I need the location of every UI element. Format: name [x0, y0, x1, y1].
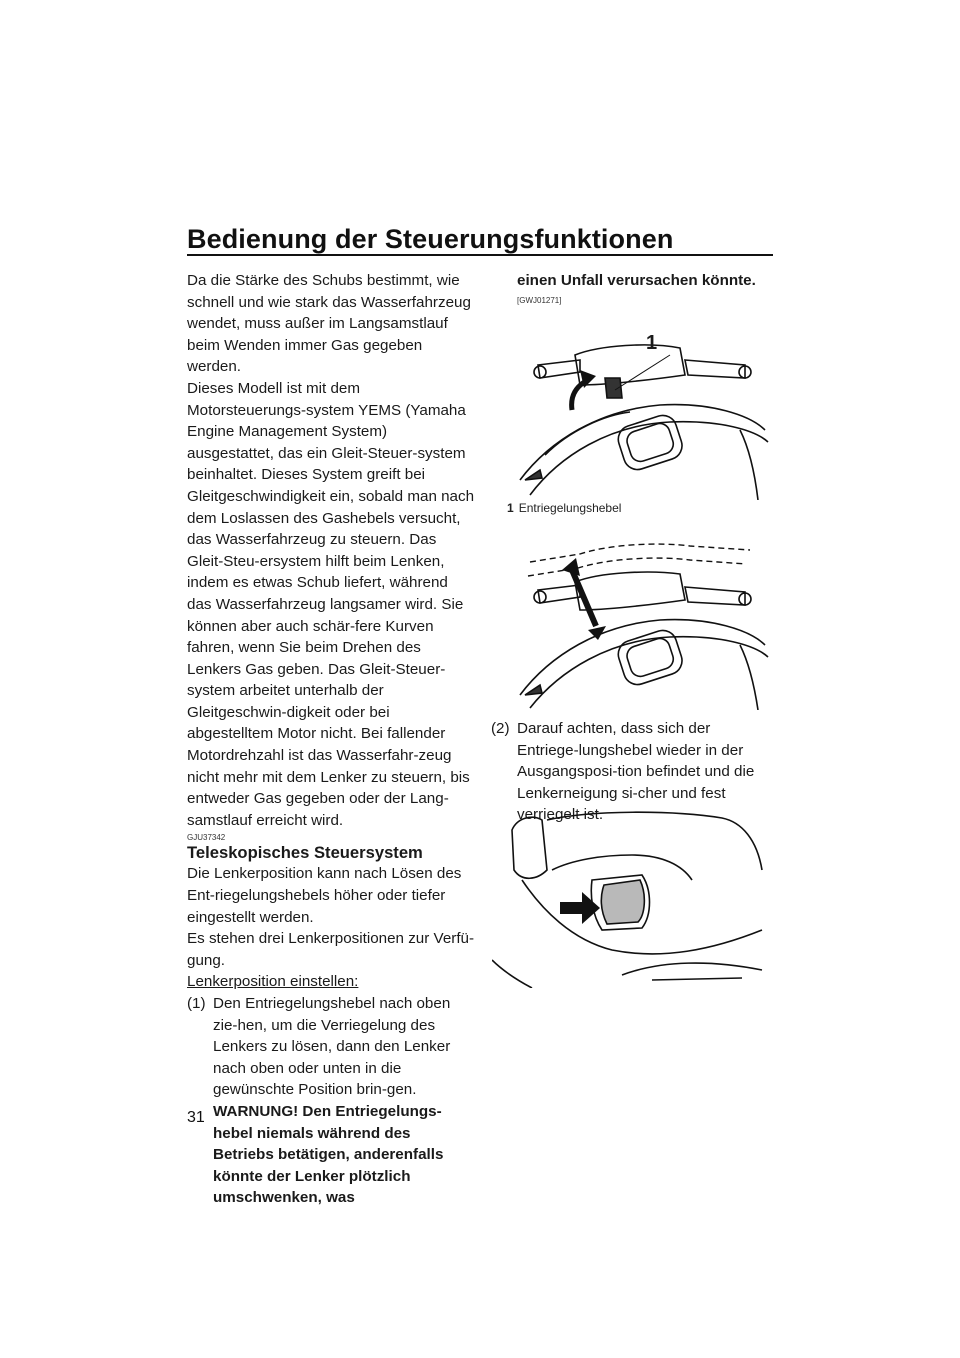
page-number: 31: [187, 1109, 205, 1126]
step-2-number: (2): [491, 720, 510, 737]
figure-handlebar-positions: [510, 540, 770, 710]
title-divider: [187, 254, 773, 256]
figure-1-callout: 1: [646, 332, 658, 354]
paragraph-yems: Dieses Modell ist mit dem Motorsteuerungs-system YEMS (Yamaha Engine Management System) ausgestattet, das ein Gleit-Steuer-system beinhaltet. Dieses System greift bei Gleitgeschwindigkeit ein, sobald man nach dem Loslassen des Gashebels versucht, das Wasserfahrzeug zu steuern. Das Gleit-Steu-ersystem hilft beim Lenken, indem es etwas Schub liefert, während das Wasserfahrzeug langsamer wird. Sie können aber auch schär-fere Kurven fahren, wenn Sie beim Drehen des Lenkers Gas geben. Das Gleit-Steuer-system arbeitet unterhalb der Gleitgeschwin-digkeit oder bei abgestelltem Motor nicht. Bei fallender Motordrehzahl ist das Wasserfahr-zeug nicht mehr mit dem Lenker zu steuern, bis entweder Gas gegeben oder der Lang-samstlauf erreicht wird.: [187, 379, 475, 829]
caption-number: 1: [507, 501, 514, 515]
paragraph-positions: Es stehen drei Lenkerpositionen zur Verfü-gung.: [187, 930, 475, 969]
step-1-text: Den Entriegelungshebel nach oben zie-hen, um die Verriegelung des Lenkers zu lösen, dann den Lenker nach oben oder unten in die gewünschte Position brin-gen.: [213, 995, 451, 1099]
caption-text: Entriegelungshebel: [518, 501, 622, 515]
section-code: GJU37342: [187, 833, 226, 843]
page-title: Bedienung der Steuerungsfunktionen: [187, 224, 674, 254]
figure-lever-closeup: [492, 810, 774, 988]
step-2-text: Darauf achten, dass sich der Entriege-lungshebel wieder in der Ausgangsposi-tion befindet und die Lenkerneigung si-cher und fest verriegelt ist.: [517, 720, 755, 824]
paragraph-adjust: Die Lenkerposition kann nach Lösen des Ent-riegelungshebels höher oder tiefer eingestellt werden.: [187, 865, 462, 926]
warning-code: [GWJ01271]: [517, 295, 562, 305]
step-1-number: (1): [187, 995, 206, 1012]
paragraph-thrust: Da die Stärke des Schubs bestimmt, wie schnell und wie stark das Wasserfahrzeug wendet, muss außer im Langsamstlauf beim Wenden immer Gas gegeben werden.: [187, 272, 471, 376]
handlebar-illustration-1: [510, 330, 770, 500]
handlebar-illustration-2: [510, 540, 770, 710]
figure-release-lever: [510, 330, 770, 500]
left-column: [187, 270, 475, 1209]
step-1: [187, 993, 475, 1209]
right-column: [491, 270, 776, 306]
warning-continued: einen Unfall verursachen könnte.: [517, 272, 756, 289]
lever-closeup-illustration: [492, 810, 774, 988]
step-1-warning: WARNUNG! Den Entriegelungs-hebel niemals während des Betriebs betätigen, anderenfalls könnte der Lenker plötzlich umschwenken, was: [213, 1102, 444, 1207]
section-heading: Teleskopisches Steuersystem: [187, 843, 423, 863]
procedure-title: Lenkerposition einstellen:: [187, 973, 359, 991]
figure-1-caption: [507, 501, 621, 515]
